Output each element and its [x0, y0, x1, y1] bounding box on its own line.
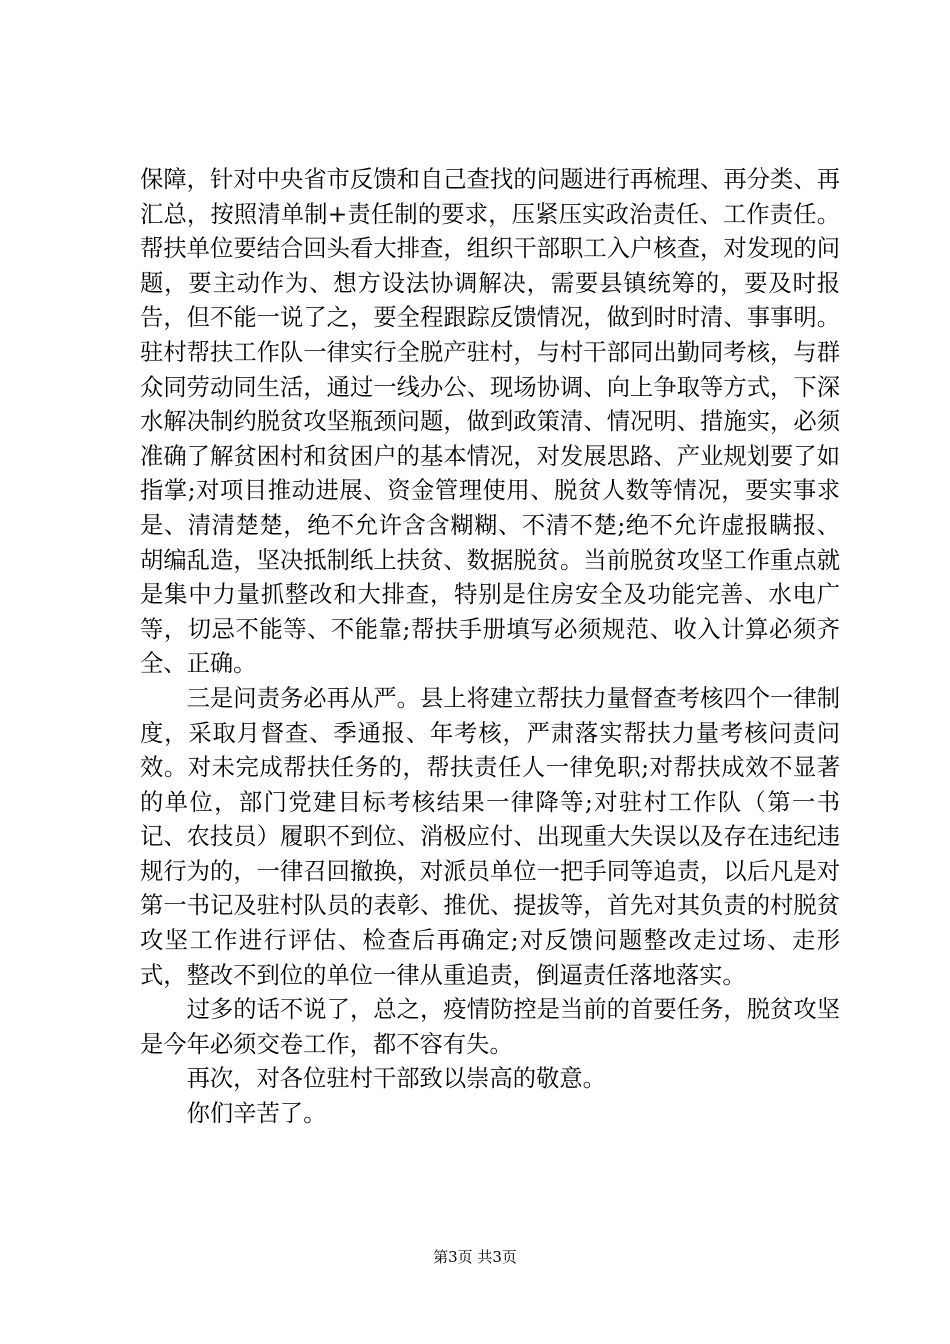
- document-body: [140, 163, 840, 1132]
- paragraph-accountability: 三是问责务必再从严。县上将建立帮扶力量督查考核四个一律制度，采取月督查、季通报、年考核，严肃落实帮扶力量考核问责问效。对未完成帮扶任务的，帮扶责任人一律免职;对帮扶成效不显著的单位，部门党建目标考核结果一律降等;对驻村工作队（第一书记、农技员）履职不到位、消极应付、出现重大失误以及存在违纪违规行为的，一律召回撤换，对派员单位一把手同等追责，以后凡是对第一书记及驻村队员的表彰、推优、提拔等，首先对其负责的村脱贫攻坚工作进行评估、检查后再确定;对反馈问题整改走过场、走形式，整改不到位的单位一律从重追责，倒逼责任落地落实。: [140, 684, 840, 989]
- paragraph-respect: 再次，对各位驻村干部致以崇高的敬意。: [186, 1065, 606, 1093]
- page-number-footer: 第3页 共3页: [433, 1248, 517, 1266]
- paragraph-continuation: 保障，针对中央省市反馈和自己查找的问题进行再梳理、再分类、再汇总，按照清单制+责任制的要求，压紧压实政治责任、工作责任。帮扶单位要结合回头看大排查，组织干部职工入户核查，对发现的问题，要主动作为、想方设法协调解决，需要县镇统筹的，要及时报告，但不能一说了之，要全程跟踪反馈情况，做到时时清、事事明。驻村帮扶工作队一律实行全脱产驻村，与村干部同出勤同考核，与群众同劳动同生活，通过一线办公、现场协调、向上争取等方式，下深水解决制约脱贫攻坚瓶颈问题，做到政策清、情况明、措施实，必须准确了解贫困村和贫困户的基本情况，对发展思路、产业规划要了如指掌;对项目推动进展、资金管理使用、脱贫人数等情况，要实事求是、清清楚楚，绝不允许含含糊糊、不清不楚;绝不允许虚报瞒报、胡编乱造，坚决抵制纸上扶贫、数据脱贫。当前脱贫攻坚工作重点就是集中力量抓整改和大排查，特别是住房安全及功能完善、水电广等，切忌不能等、不能靠;帮扶手册填写必须规范、收入计算必须齐全、正确。: [140, 166, 840, 678]
- paragraph-closing: 你们辛苦了。: [186, 1100, 327, 1128]
- paragraph-summary: 过多的话不说了，总之，疫情防控是当前的首要任务，脱贫攻坚是今年必须交卷工作，都不容有失。: [140, 996, 840, 1058]
